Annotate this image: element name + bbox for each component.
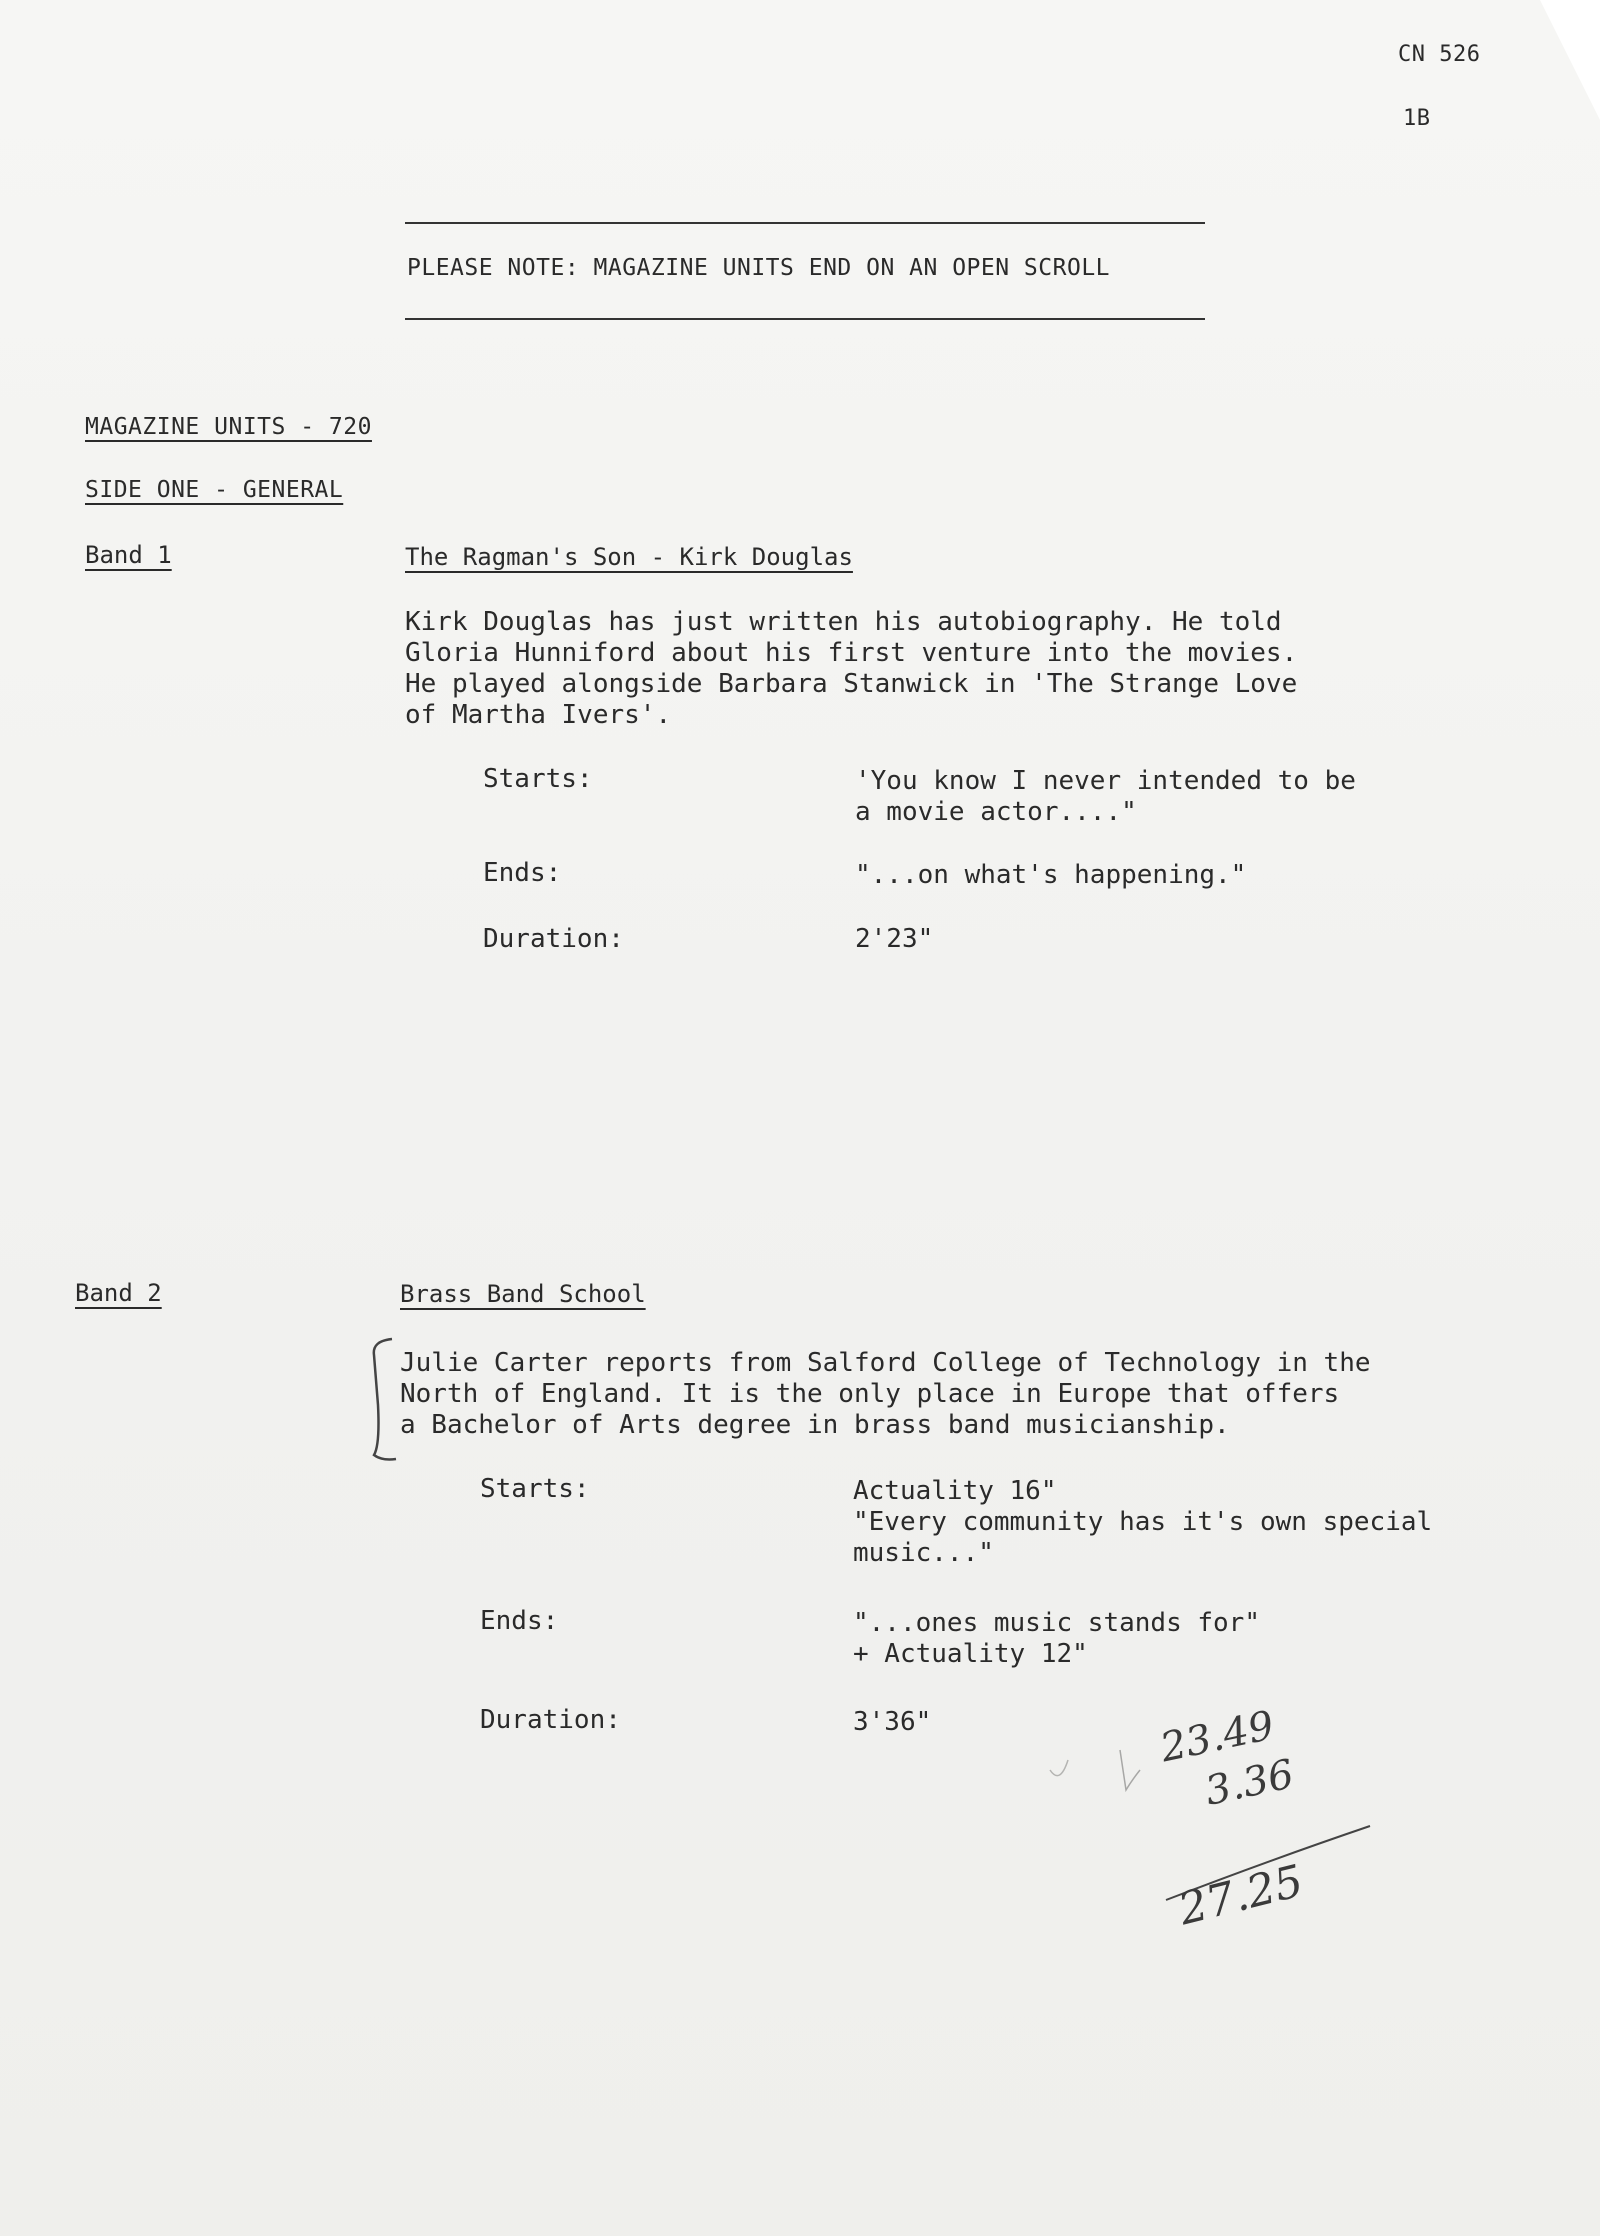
ends-line: + Actuality 12" (853, 1639, 1088, 1669)
note-rule-top (405, 222, 1205, 224)
starts-line: a movie actor...." (855, 797, 1137, 827)
band-1-description (405, 607, 1425, 731)
starts-line: 'You know I never intended to be (855, 766, 1356, 796)
band-2-title: Brass Band School (400, 1280, 646, 1308)
pencil-marks (1040, 1740, 1200, 1800)
band-2-duration: 3'36" (853, 1707, 932, 1737)
desc-line: Kirk Douglas has just written his autobiography. He told (405, 607, 1282, 637)
band-1-ends-label: Ends: (483, 858, 562, 888)
ends-line: "...ones music stands for" (853, 1608, 1260, 1638)
desc-line: a Bachelor of Arts degree in brass band musicianship. (400, 1410, 1230, 1440)
band-2-starts (853, 1476, 1473, 1569)
band-1-duration-label: Duration: (483, 924, 624, 954)
handwritten-figure-1: 23.49 (1156, 1702, 1279, 1772)
ends-line: "...on what's happening." (855, 860, 1247, 890)
folded-corner (1540, 0, 1600, 120)
handwritten-figure-2: 3.36 (1201, 1751, 1298, 1815)
starts-line: "Every community has it's own special (853, 1507, 1433, 1537)
please-note: PLEASE NOTE: MAGAZINE UNITS END ON AN OPEN SCROLL (407, 255, 1111, 281)
desc-line: Gloria Hunniford about his first venture into the movies. (405, 638, 1298, 668)
desc-line: He played alongside Barbara Stanwick in 'The Strange Love (405, 669, 1298, 699)
desc-line: of Martha Ivers'. (405, 700, 672, 730)
starts-line: Actuality 16" (853, 1476, 1057, 1506)
handwritten-total: 27.25 (1173, 1855, 1309, 1936)
side-title: SIDE ONE - GENERAL (85, 477, 344, 503)
band-1-starts (855, 766, 1455, 828)
document-code: CN 526 (1398, 42, 1481, 67)
section-title: MAGAZINE UNITS - 720 (85, 414, 372, 440)
band-1-starts-label: Starts: (483, 764, 593, 794)
handwritten-bracket (362, 1335, 402, 1465)
band-2-duration-label: Duration: (480, 1705, 621, 1735)
band-2-label: Band 2 (75, 1279, 162, 1307)
band-2-starts-label: Starts: (480, 1474, 590, 1504)
desc-line: North of England. It is the only place in Europe that offers (400, 1379, 1340, 1409)
band-1-title: The Ragman's Son - Kirk Douglas (405, 543, 853, 571)
note-rule-bottom (405, 318, 1205, 320)
starts-line: music..." (853, 1538, 994, 1568)
band-1-duration: 2'23" (855, 924, 934, 954)
desc-line: Julie Carter reports from Salford College of Technology in the (400, 1348, 1371, 1378)
page-number: 1B (1403, 106, 1431, 131)
band-2-ends-label: Ends: (480, 1606, 559, 1636)
band-2-description (400, 1348, 1420, 1441)
band-1-ends (855, 860, 1455, 891)
band-1-label: Band 1 (85, 541, 172, 569)
band-2-ends (853, 1608, 1473, 1670)
